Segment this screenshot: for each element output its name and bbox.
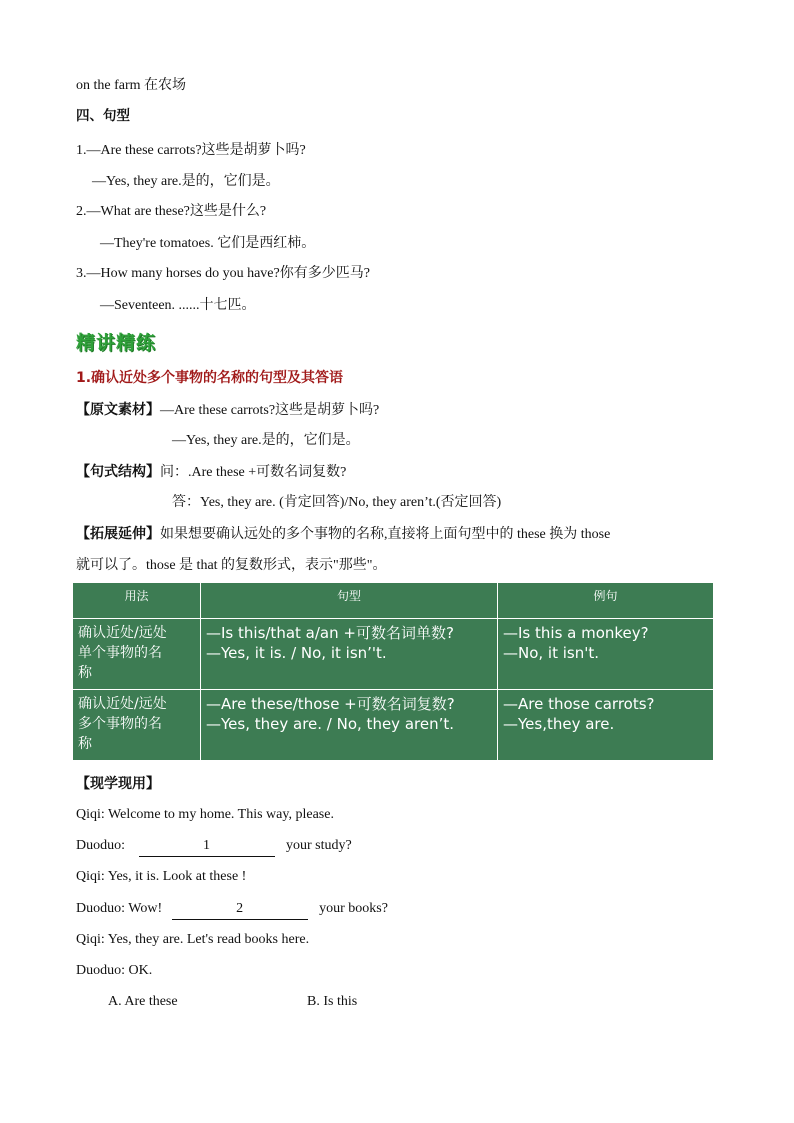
usage-cell	[73, 690, 201, 761]
blank-2-suffix: your books?	[319, 901, 388, 916]
pattern-cell	[201, 690, 498, 761]
pattern-2-answer: —They're tomatoes. 它们是西红柿。	[100, 236, 316, 251]
usage-line: 确认近处/远处	[78, 625, 167, 641]
point-1-title: 1.确认近处多个事物的名称的句型及其答语	[76, 370, 344, 386]
answer-blank-1[interactable]: 1	[139, 836, 275, 857]
pattern-cell	[201, 619, 498, 690]
blank-1-suffix: your study?	[286, 838, 352, 853]
practice-tag: 【现学现用】	[76, 776, 160, 792]
example-line: —No, it isn't.	[503, 644, 600, 662]
pattern-line: —Is this/that a/an +可数名词单数?	[206, 624, 454, 642]
pattern-3-answer: —Seventeen. ......十七匹。	[100, 298, 256, 313]
extension-tag: 【拓展延伸】	[76, 526, 160, 542]
usage-line: 称	[78, 665, 92, 681]
pattern-1-question: 1.—Are these carrots?这些是胡萝卜吗?	[76, 143, 306, 158]
dialogue-line: Qiqi: Yes, they are. Let's read books here.	[76, 932, 310, 947]
pattern-3-question: 3.—How many horses do you have?你有多少匹马?	[76, 266, 370, 281]
option-a[interactable]: A. Are these	[108, 994, 178, 1009]
example-line: —Yes,they are.	[503, 715, 615, 733]
structure-question-text: 问：.Are these +可数名词复数?	[160, 465, 347, 480]
source-material-answer: —Yes, they are.是的，它们是。	[172, 433, 360, 448]
source-question-text: —Are these carrots?这些是胡萝卜吗?	[160, 403, 380, 418]
dialogue-line: Qiqi: Welcome to my home. This way, please.	[76, 807, 334, 822]
example-cell	[498, 690, 714, 761]
example-line: —Are those carrots?	[503, 695, 655, 713]
pattern-2-question: 2.—What are these?这些是什么?	[76, 204, 267, 219]
speaker-duoduo-wow: Duoduo: Wow!	[76, 901, 163, 916]
lecture-section-title: 精讲精练	[76, 332, 157, 354]
header-example: 例句	[498, 583, 714, 619]
source-material-question	[76, 400, 379, 421]
header-usage: 用法	[73, 583, 201, 619]
dialogue-blank-2	[76, 899, 388, 920]
phrase-on-the-farm: on the farm 在农场	[76, 78, 187, 93]
dialogue-blank-1	[76, 836, 352, 857]
usage-line: 确认近处/远处	[78, 696, 167, 712]
dialogue-line: Duoduo: OK.	[76, 963, 153, 978]
structure-question	[76, 462, 346, 483]
usage-cell	[73, 619, 201, 690]
table-row	[73, 690, 714, 761]
example-cell	[498, 619, 714, 690]
option-b[interactable]: B. Is this	[307, 994, 358, 1009]
example-line: —Is this a monkey?	[503, 624, 649, 642]
usage-line: 单个事物的名	[78, 645, 162, 661]
table-row	[73, 619, 714, 690]
usage-line: 多个事物的名	[78, 716, 162, 732]
usage-line: 称	[78, 736, 92, 752]
pattern-line: —Are these/those +可数名词复数?	[206, 695, 455, 713]
structure-answer: 答：Yes, they are. (肯定回答)/No, they aren’t.(否定回答)	[172, 495, 502, 510]
pattern-line: —Yes, it is. / No, it isn’'t.	[206, 644, 387, 662]
speaker-duoduo: Duoduo:	[76, 838, 129, 853]
extension-text-1: 如果想要确认远处的多个事物的名称,直接将上面句型中的 these 换为 those	[160, 527, 611, 542]
answer-blank-2[interactable]: 2	[172, 899, 308, 920]
pattern-line: —Yes, they are. / No, they aren’t.	[206, 715, 455, 733]
extension-line-2: 就可以了。those 是 that 的复数形式，表示"那些"。	[76, 558, 387, 573]
header-pattern: 句型	[201, 583, 498, 619]
section-title-sentence-patterns: 四、句型	[76, 108, 130, 124]
table-header-row	[73, 583, 714, 619]
grammar-table	[72, 582, 714, 761]
pattern-1-answer: —Yes, they are.是的，它们是。	[92, 174, 280, 189]
dialogue-line: Qiqi: Yes, it is. Look at these !	[76, 869, 247, 884]
structure-tag: 【句式结构】	[76, 464, 160, 480]
extension-line-1	[76, 524, 610, 545]
source-material-tag: 【原文素材】	[76, 402, 160, 418]
